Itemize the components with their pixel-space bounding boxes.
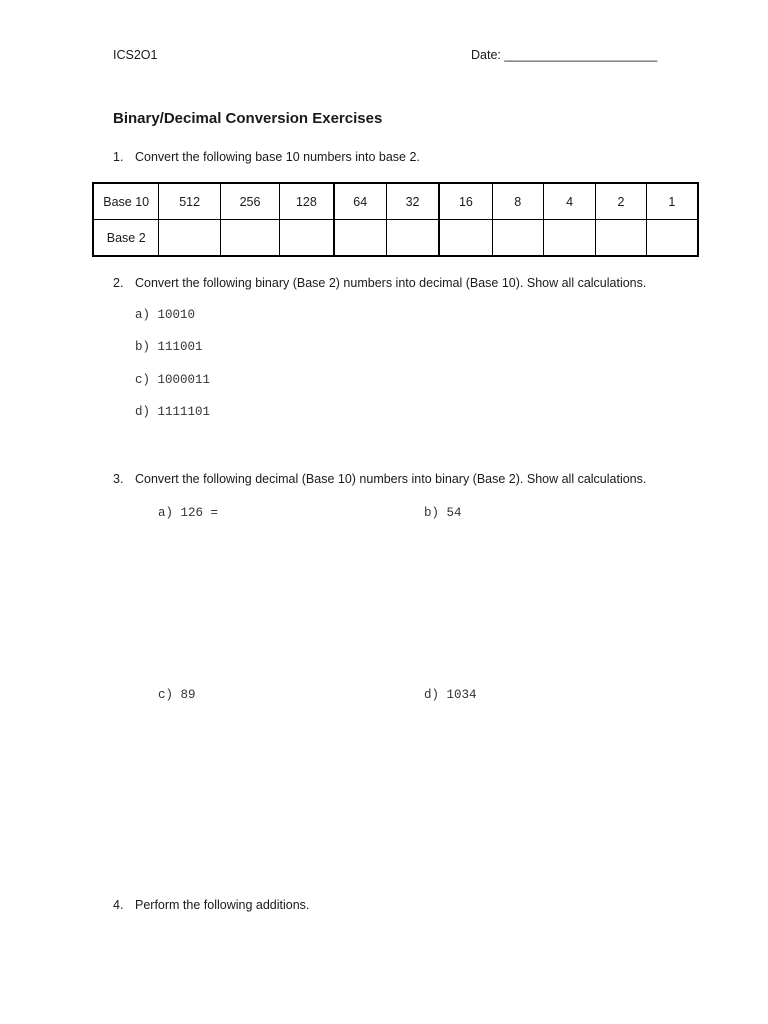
table-cell: 8 — [492, 183, 543, 220]
question-text: Convert the following binary (Base 2) numbers into decimal (Base 10). Show all calculations. — [135, 276, 647, 290]
table-row — [93, 220, 698, 257]
answer-cell[interactable] — [439, 220, 492, 257]
table-cell: 512 — [159, 183, 220, 220]
question-number: 2. — [113, 276, 124, 290]
table-cell: 32 — [386, 183, 439, 220]
answer-cell[interactable] — [220, 220, 279, 257]
answer-cell[interactable] — [334, 220, 387, 257]
answer-cell[interactable] — [596, 220, 646, 257]
answer-cell[interactable] — [280, 220, 334, 257]
question-text: Convert the following decimal (Base 10) numbers into binary (Base 2). Show all calculations. — [135, 472, 647, 486]
table-cell: 256 — [220, 183, 279, 220]
page-title: Binary/Decimal Conversion Exercises — [113, 110, 383, 127]
date-field: Date: ______________________ — [471, 48, 658, 62]
answer-cell[interactable] — [646, 220, 698, 257]
table-cell: 1 — [646, 183, 698, 220]
list-item: b) 111001 — [135, 340, 203, 354]
question-text: Perform the following additions. — [135, 898, 310, 912]
table-cell: 4 — [543, 183, 595, 220]
answer-cell[interactable] — [386, 220, 439, 257]
question-number: 4. — [113, 898, 124, 912]
row-header-base10: Base 10 — [93, 183, 159, 220]
row-header-base2: Base 2 — [93, 220, 159, 257]
table-cell: 2 — [596, 183, 646, 220]
question-text: Convert the following base 10 numbers into base 2. — [135, 150, 420, 164]
question-number: 1. — [113, 150, 124, 164]
table-row — [93, 183, 698, 220]
list-item: c) 89 — [158, 688, 196, 702]
conversion-table — [92, 182, 699, 257]
table-cell: 64 — [334, 183, 387, 220]
list-item: a) 10010 — [135, 308, 196, 322]
answer-cell[interactable] — [159, 220, 220, 257]
table-cell: 128 — [280, 183, 334, 220]
list-item: a) 126 = — [158, 506, 219, 520]
table-cell: 16 — [439, 183, 492, 220]
question-number: 3. — [113, 472, 124, 486]
list-item: c) 1000011 — [135, 373, 211, 387]
answer-cell[interactable] — [492, 220, 543, 257]
answer-cell[interactable] — [543, 220, 595, 257]
list-item: d) 1111101 — [135, 405, 211, 419]
course-code: ICS2O1 — [113, 48, 158, 62]
list-item: b) 54 — [424, 506, 462, 520]
list-item: d) 1034 — [424, 688, 477, 702]
